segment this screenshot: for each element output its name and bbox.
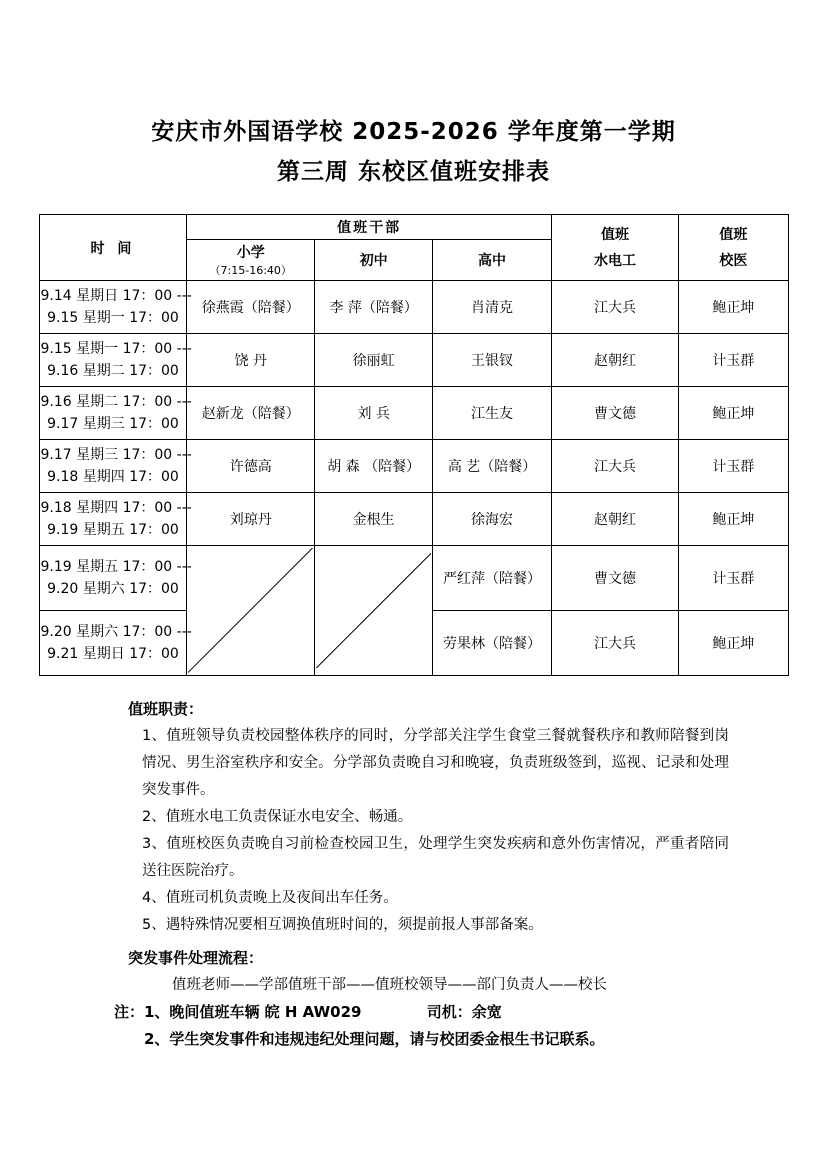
header-doctor-line2: 校医 bbox=[719, 252, 748, 269]
title-line-1: 安庆市外国语学校 2025-2026 学年度第一学期 bbox=[151, 119, 676, 145]
table-row bbox=[39, 281, 788, 334]
flow-body: 值班老师——学部值班干部——值班校领导——部门负责人——校长 bbox=[172, 976, 607, 993]
duties-list bbox=[114, 723, 789, 939]
row-high: 肖清克 bbox=[433, 281, 551, 334]
row-electrician: 江大兵 bbox=[551, 440, 679, 493]
table-header-row-1 bbox=[39, 215, 788, 240]
row-doctor: 鲍正坤 bbox=[679, 387, 788, 440]
row-time-line2: 9.19 星期五 17：00 bbox=[47, 522, 179, 538]
row-time-line1: 9.16 星期二 17：00 --- bbox=[40, 394, 192, 410]
row-time-line1: 9.15 星期一 17：00 --- bbox=[40, 341, 192, 357]
document-title bbox=[38, 0, 789, 192]
diagonal-strike-icon bbox=[316, 553, 431, 668]
notes-section bbox=[114, 696, 789, 1053]
table-row bbox=[39, 546, 788, 611]
header-electrician-line1: 值班 bbox=[601, 226, 629, 243]
row-high: 王银钗 bbox=[433, 334, 551, 387]
row-doctor: 计玉群 bbox=[679, 440, 788, 493]
row-high: 江生友 bbox=[433, 387, 551, 440]
row-middle-empty-diagonal bbox=[315, 546, 433, 676]
footnote-1 bbox=[114, 999, 789, 1026]
header-high-school: 高中 bbox=[433, 240, 551, 281]
row-electrician: 江大兵 bbox=[551, 610, 679, 675]
row-primary-empty-diagonal bbox=[187, 546, 315, 676]
footnote-1-text: 注：1、晚间值班车辆 皖 H AW029 bbox=[114, 1002, 362, 1021]
row-doctor: 计玉群 bbox=[679, 546, 788, 611]
row-time bbox=[39, 281, 192, 334]
row-time-line2: 9.17 星期三 17：00 bbox=[47, 416, 179, 432]
footnote-2 bbox=[114, 1026, 789, 1053]
header-cadre: 值班干部 bbox=[187, 215, 551, 240]
header-middle-school: 初中 bbox=[315, 240, 433, 281]
row-time-line2: 9.21 星期日 17：00 bbox=[47, 645, 179, 662]
row-middle: 李 萍（陪餐） bbox=[315, 281, 433, 334]
row-primary: 饶 丹 bbox=[187, 334, 315, 387]
row-electrician: 曹文德 bbox=[551, 546, 679, 611]
row-high: 严红萍（陪餐） bbox=[433, 546, 551, 611]
table-row bbox=[39, 334, 788, 387]
header-electrician-line2: 水电工 bbox=[594, 252, 636, 269]
row-high: 劳果林（陪餐） bbox=[433, 610, 551, 675]
row-middle: 刘 兵 bbox=[315, 387, 433, 440]
header-doctor bbox=[679, 215, 788, 281]
row-time-line1: 9.19 星期五 17：00 --- bbox=[40, 558, 192, 575]
row-time-line2: 9.20 星期六 17：00 bbox=[47, 580, 179, 597]
header-primary-school bbox=[187, 240, 315, 281]
row-primary: 许德高 bbox=[187, 440, 315, 493]
header-doctor-line1: 值班 bbox=[719, 226, 748, 243]
footnote-2-text: 2、学生突发事件和违规违纪处理问题，请与校团委金根生书记联系。 bbox=[144, 1029, 605, 1048]
row-electrician: 赵朝红 bbox=[551, 493, 679, 546]
duty-schedule-table bbox=[39, 214, 789, 676]
row-primary: 赵新龙（陪餐） bbox=[187, 387, 315, 440]
list-item: 2、值班水电工负责保证水电安全、畅通。 bbox=[142, 808, 413, 825]
row-doctor: 鲍正坤 bbox=[679, 493, 788, 546]
diagonal-strike-icon bbox=[188, 548, 313, 673]
row-time-line1: 9.14 星期日 17：00 --- bbox=[40, 288, 192, 304]
table-row bbox=[39, 387, 788, 440]
row-high: 徐海宏 bbox=[433, 493, 551, 546]
row-electrician: 赵朝红 bbox=[551, 334, 679, 387]
row-middle: 金根生 bbox=[315, 493, 433, 546]
footnote-1-driver: 司机：余宽 bbox=[426, 1002, 502, 1021]
row-time-line1: 9.18 星期四 17：00 --- bbox=[40, 500, 192, 516]
row-middle: 胡 森 （陪餐） bbox=[315, 440, 433, 493]
table-row bbox=[39, 493, 788, 546]
row-time-line2: 9.16 星期二 17：00 bbox=[47, 363, 179, 379]
row-time-line1: 9.20 星期六 17：00 --- bbox=[40, 623, 192, 640]
list-item: 3、值班校医负责晚自习前检查校园卫生，处理学生突发疾病和意外伤害情况，严重者陪同送往医院治疗。 bbox=[142, 835, 729, 879]
table-row bbox=[39, 440, 788, 493]
flow-title: 突发事件处理流程： bbox=[128, 948, 264, 967]
row-time-line2: 9.15 星期一 17：00 bbox=[47, 310, 179, 326]
title-line-2: 第三周 东校区值班安排表 bbox=[276, 159, 550, 185]
row-time bbox=[39, 440, 192, 493]
list-item: 1、值班领导负责校园整体秩序的同时，分学部关注学生食堂三餐就餐秩序和教师陪餐到岗情况、男生浴室秩序和安全。分学部负责晚自习和晚寝，负责班级签到，巡视、记录和处理突发事件。 bbox=[142, 727, 729, 798]
row-doctor: 鲍正坤 bbox=[679, 281, 788, 334]
header-time: 时 间 bbox=[39, 215, 187, 281]
row-time bbox=[39, 334, 192, 387]
row-doctor: 计玉群 bbox=[679, 334, 788, 387]
row-high: 高 艺（陪餐） bbox=[433, 440, 551, 493]
header-primary-label: 小学 bbox=[236, 245, 265, 261]
row-doctor: 鲍正坤 bbox=[679, 610, 788, 675]
row-primary: 徐燕霞（陪餐） bbox=[187, 281, 315, 334]
row-time bbox=[39, 610, 192, 675]
duties-title: 值班职责： bbox=[128, 699, 204, 718]
row-middle: 徐丽虹 bbox=[315, 334, 433, 387]
row-primary: 刘琼丹 bbox=[187, 493, 315, 546]
header-primary-note: （7:15-16:40） bbox=[209, 264, 292, 277]
row-time-line2: 9.18 星期四 17：00 bbox=[47, 469, 179, 485]
row-electrician: 曹文德 bbox=[551, 387, 679, 440]
list-item: 5、遇特殊情况要相互调换值班时间的，须提前报人事部备案。 bbox=[142, 916, 543, 933]
header-electrician bbox=[551, 215, 679, 281]
row-time bbox=[39, 546, 192, 611]
row-time bbox=[39, 387, 192, 440]
row-electrician: 江大兵 bbox=[551, 281, 679, 334]
row-time bbox=[39, 493, 192, 546]
row-time-line1: 9.17 星期三 17：00 --- bbox=[40, 447, 192, 463]
list-item: 4、值班司机负责晚上及夜间出车任务。 bbox=[142, 889, 398, 906]
